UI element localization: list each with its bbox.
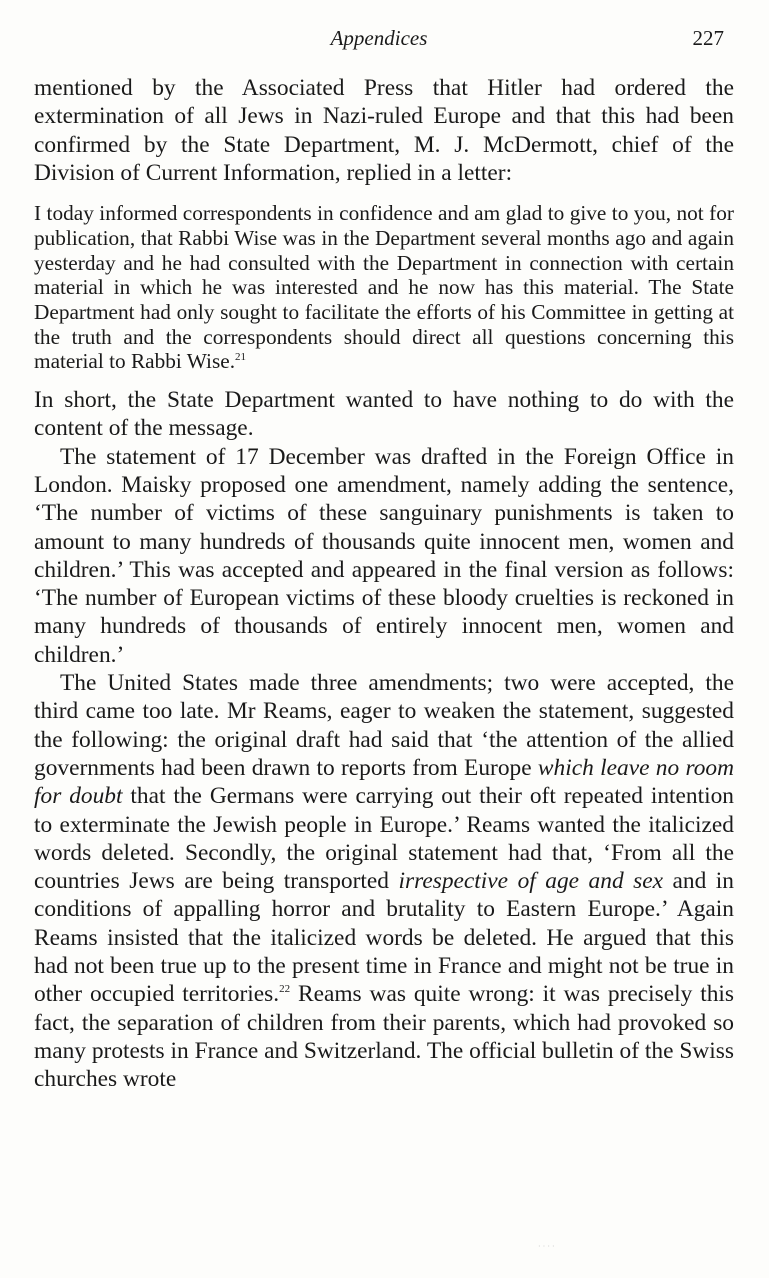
amendments-text-4: Reams was quite wrong: it was precisely this fact, the separation of children from their parents, which had provoked so many protests in France and Switzerland. The official bulletin of the Swiss churches wrote <box>34 981 734 1093</box>
italic-phrase-no-room-for-doubt: which leave no room for doubt <box>34 754 734 810</box>
paragraph-state-department: In short, the State Department wanted to have nothing to do with the content of the message. <box>34 387 734 442</box>
paragraph-foreign-office: The statement of 17 December was drafted in the Foreign Office in London. Maisky proposed one amendment, namely adding the sentence, ‘The number of victims of these sanguinary punishments is taken to amount to many hundreds of thousands quite innocent men, women and children.’ This was accepted and appeared in the final version as follows: ‘The number of European victims of these bloody cruelties is reckoned in many hundreds of thousands of entirely innocent men, women and children.’ <box>34 443 734 668</box>
paragraph-continuation: mentioned by the Associated Press that Hitler had ordered the extermination of all Jews in Nazi-ruled Europe and that this had been confirmed by the State Department, M. J. McDermott, chief of the Division of Current Information, replied in a letter: <box>34 75 734 186</box>
amendments-text-3: and in conditions of appalling horror and brutality to Eastern Europe.’ Again Reams insisted that the italicized words be deleted. He argued that this had not been true up to the present time in France and might not be true in other occupied territories. <box>34 868 734 1008</box>
footnote-ref-21: 21 <box>235 351 247 364</box>
italic-phrase-age-and-sex: irrespective of age and sex <box>398 868 664 895</box>
amendments-text-1: The United States made three amendments; two were accepted, the third came too late. Mr Reams, eager to weaken the statement, suggested the following: the original draft had said that ‘the attention of the allied governments had been drawn to reports from Europe <box>34 670 734 781</box>
amendments-text-2: that the Germans were carrying out their oft repeated intention to exterminate the Jewish people in Europe.’ Reams wanted the italicized words deleted. Secondly, the original statement had that, ‘From all the countries Jews are being transported <box>34 783 734 895</box>
page-number: 227 <box>692 26 724 50</box>
quote-text: I today informed correspondents in confidence and am glad to give to you, not for publication, that Rabbi Wise was in the Department several months ago and again yesterday and he had consulted with the Department in connection with certain material in which he was interested and he now has this material. The State Department had only sought to facilitate the efforts of his Committee in getting at the truth and the correspondents should direct all questions concerning this material to Rabbi Wise. <box>34 201 734 374</box>
scan-smudge: · · · · <box>538 1242 555 1251</box>
paragraph-amendments <box>34 669 734 1093</box>
body-text <box>34 74 734 1094</box>
running-title: Appendices <box>330 26 428 50</box>
running-head <box>34 26 724 56</box>
footnote-ref-22: 22 <box>279 983 291 996</box>
block-quote <box>34 201 734 374</box>
